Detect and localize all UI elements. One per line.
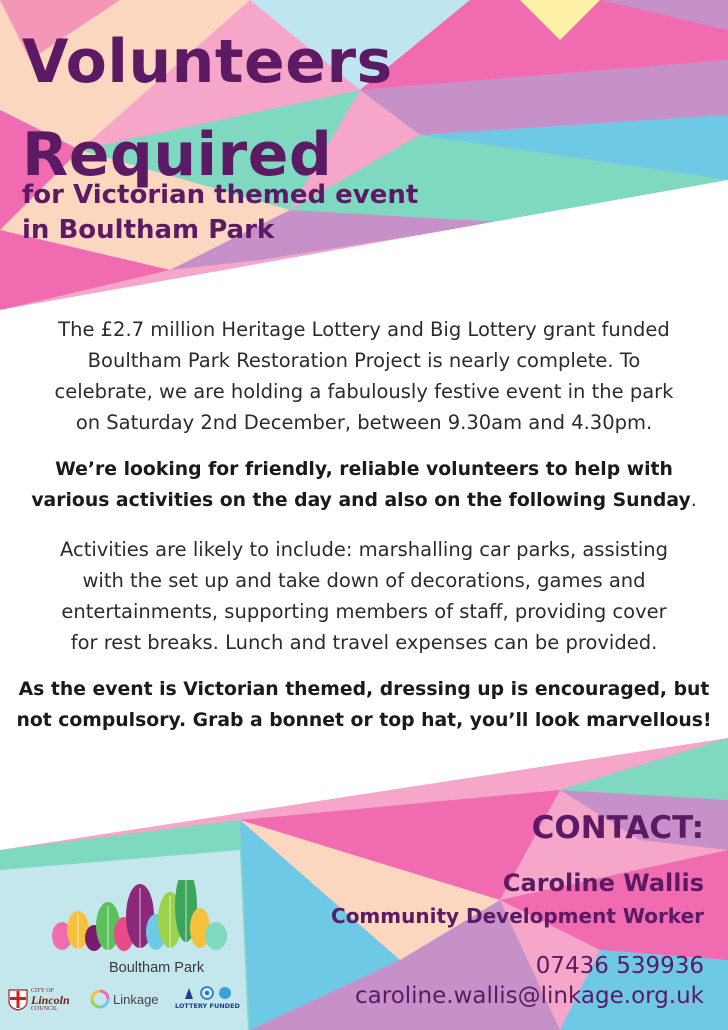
volunteer-call-paragraph (10, 454, 718, 516)
big-lottery-icon (218, 986, 232, 1000)
dress-up-line: not compulsory. Grab a bonnet or top hat, you’ll look marvellous! (16, 710, 712, 731)
activities-line: entertainments, supporting members of staff, providing cover (61, 600, 667, 623)
lottery-hand-icon (199, 986, 215, 1000)
contact-name: Caroline Wallis (502, 869, 704, 897)
intro-line: The £2.7 million Heritage Lottery and Big Lottery grant funded (58, 318, 670, 341)
dress-up-line: As the event is Victorian themed, dressing up is encouraged, but (18, 679, 710, 700)
heritage-lottery-icon (182, 986, 196, 1000)
contact-role: Community Development Worker (331, 904, 704, 928)
intro-line: on Saturday 2nd December, between 9.30am and 4.30pm. (75, 411, 653, 434)
linkage-logo (90, 989, 159, 1009)
poster-title (22, 16, 393, 202)
title-line-1: Volunteers (22, 27, 393, 97)
council-label-name: Lincoln (31, 993, 70, 1007)
linkage-swirl-icon (90, 989, 110, 1009)
intro-line: Boultham Park Restoration Project is nearly complete. To (87, 349, 641, 372)
subtitle-line-2: in Boultham Park (22, 215, 275, 246)
intro-paragraph (10, 314, 718, 438)
contact-heading: CONTACT: (531, 810, 704, 846)
lottery-funded-logo (175, 986, 240, 1010)
activities-line: for rest breaks. Lunch and travel expenses can be provided. (70, 631, 658, 654)
lottery-funded-label: LOTTERY FUNDED (175, 1002, 240, 1010)
title-line-2: Required (22, 120, 333, 190)
council-label-bottom: COUNCIL (31, 1006, 58, 1012)
council-label-top: CITY OF (31, 988, 54, 994)
boultham-park-logo (48, 880, 233, 960)
activities-paragraph (10, 534, 718, 658)
linkage-label: Linkage (113, 991, 159, 1007)
contact-email[interactable]: caroline.wallis@linkage.org.uk (355, 983, 704, 1009)
lincoln-council-logo (8, 988, 70, 1012)
shield-icon (8, 989, 28, 1011)
volunteer-call-line: various activities on the day and also on the following Sunday (31, 490, 691, 511)
partner-logos (8, 986, 248, 1016)
contact-phone[interactable]: 07436 539936 (535, 953, 704, 979)
activities-line: with the set up and take down of decorations, games and (82, 569, 646, 592)
dress-up-paragraph (10, 674, 718, 736)
subtitle-line-1: for Victorian themed event (22, 180, 419, 210)
activities-line: Activities are likely to include: marshalling car parks, assisting (59, 538, 668, 561)
intro-line: celebrate, we are holding a fabulously festive event in the park (54, 380, 674, 403)
park-name-label: Boultham Park (109, 960, 205, 976)
volunteer-call-line: We’re looking for friendly, reliable volunteers to help with (55, 459, 673, 480)
poster-subtitle (22, 178, 418, 249)
volunteer-call-period: . (690, 490, 697, 511)
